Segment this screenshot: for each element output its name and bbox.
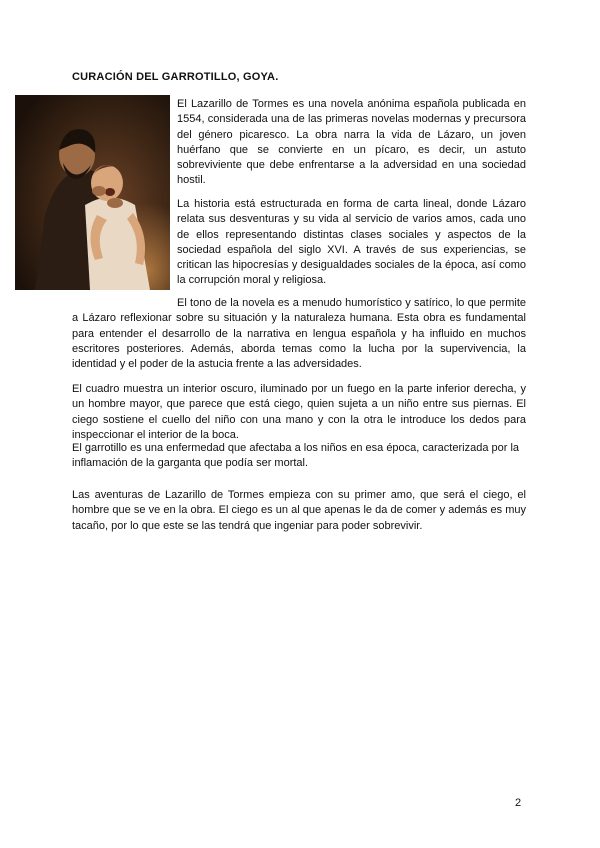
paragraph-intro: El Lazarillo de Tormes es una novela anónima española publicada en 1554, considerada una de las primeras novelas modernas y precursora del género picaresco. La obra narra la vida de Lázaro, un joven huérfano que se convierte en un pícaro, es decir, un astuto sobreviviente que debe enfrentarse a la adversidad en una sociedad hostil. (177, 98, 526, 187)
paragraph-painting-description: El cuadro muestra un interior oscuro, iluminado por un fuego en la parte inferior derecha, y un hombre mayor, que parece que está ciego, quien sujeta a un niño entre sus piernas. El ciego sostiene el cuello del niño con una mano y con la otra le introduce los dedos para inspeccionar el interior de la boca. (72, 383, 526, 441)
paragraph-tone: El tono de la novela es a menudo humorístico y satírico, lo que permite a Lázaro reflexionar sobre su situación y la naturaleza humana. Esta obra es fundamental para entender el desarrollo de la narrativa en lengua española y ha influido en muchos escritores posteriores. Además, aborda temas como la lucha por la supervivencia, la identidad y el poder de la astucia frente a las adversidades. (72, 297, 526, 371)
page-number: 2 (515, 797, 522, 809)
painting-illustration (15, 95, 170, 290)
page-title: CURACIÓN DEL GARROTILLO, GOYA. (72, 71, 279, 83)
paragraph-adventures: Las aventuras de Lazarillo de Tormes empieza con su primer amo, que será el ciego, el hombre que se ve en la obra. El ciego es un al que apenas le da de comer y además es muy tacaño, por lo que este se las tendrá que ingeniar para poder sobrevivir. (72, 489, 526, 532)
paragraph-garrotillo: El garrotillo es una enfermedad que afectaba a los niños en esa época, caracterizada por la inflamación de la garganta que podía ser mortal. (72, 442, 520, 470)
painting-image (15, 95, 170, 290)
paragraph-structure: La historia está estructurada en forma de carta lineal, donde Lázaro relata sus desventuras y su vida al servicio de varios amos, cada uno de ellos representando distintas clases sociales y aspectos de la sociedad española del siglo XVI. A través de sus experiencias, se critican las hipocresías y desigualdades sociales de la época, así como la corrupción moral y religiosa. (177, 198, 526, 287)
